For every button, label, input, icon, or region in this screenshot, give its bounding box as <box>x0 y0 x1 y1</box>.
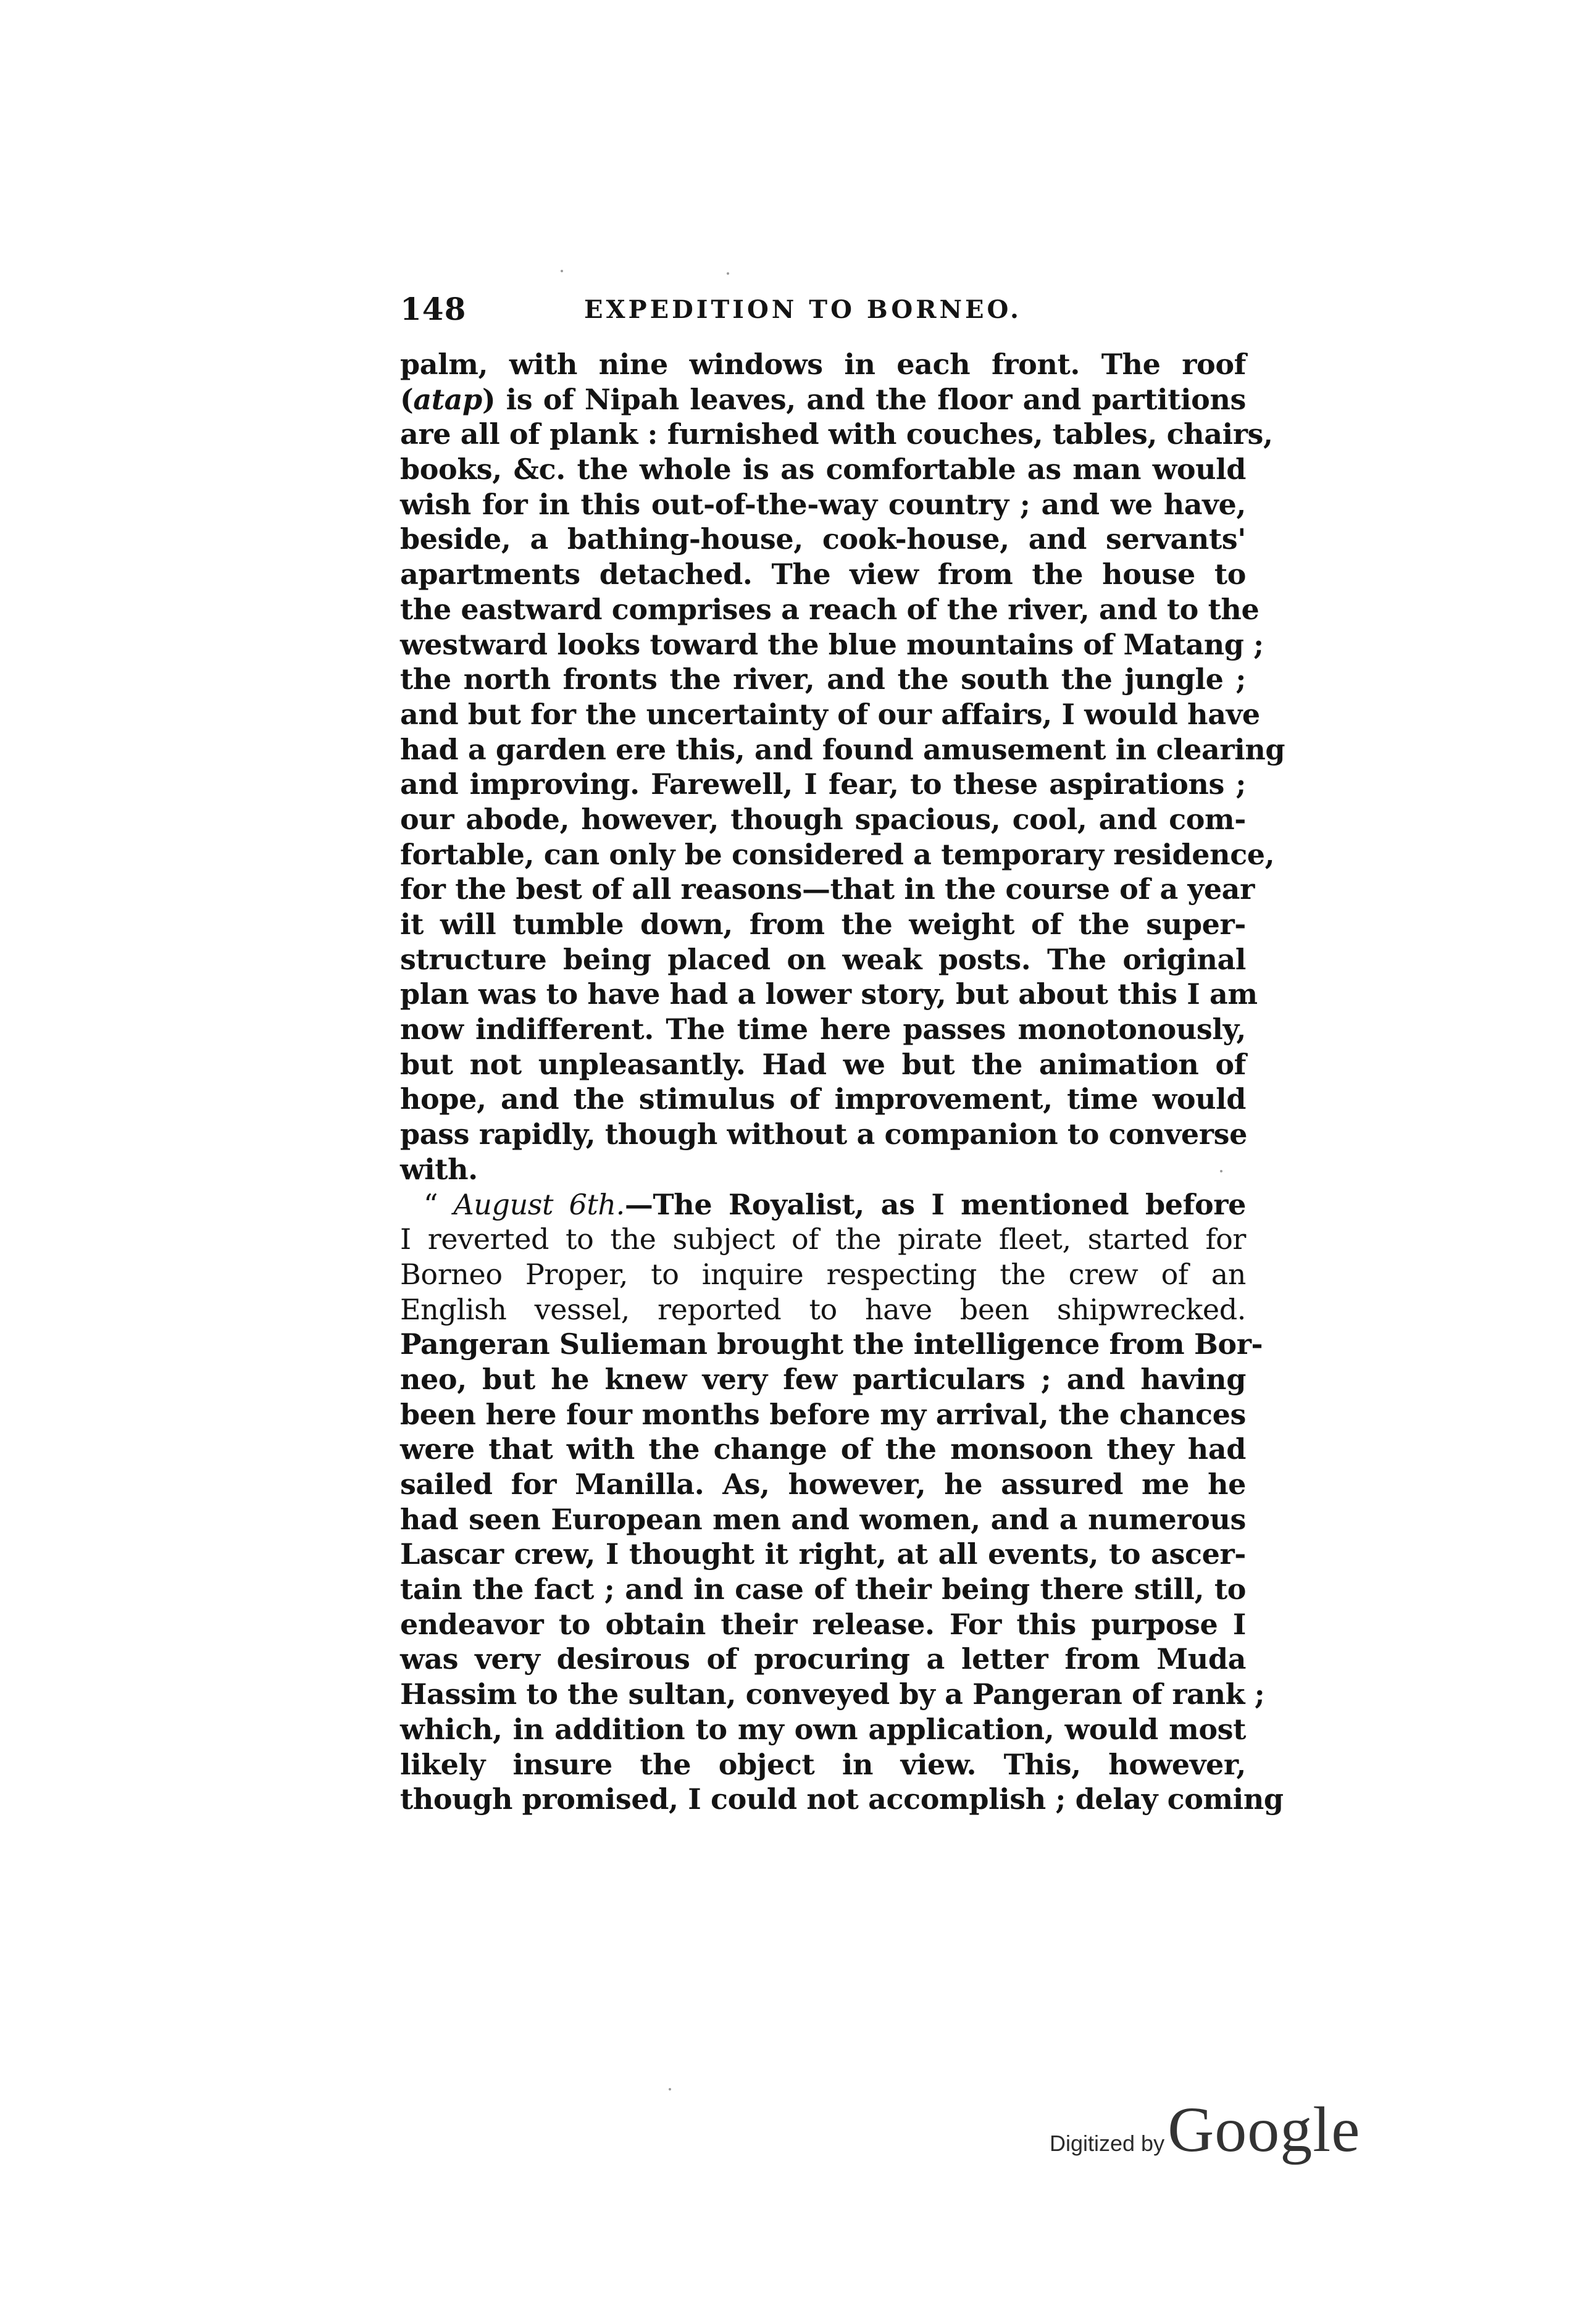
digitization-footer <box>1050 2093 1360 2167</box>
text-line: are all of plank : furnished with couches, tables, chairs, <box>400 417 1273 451</box>
text-line: pass rapidly, though without a companion to converse <box>400 1117 1247 1151</box>
scan-speck <box>669 2088 671 2090</box>
text-line: Hassim to the sultan, conveyed by a Pangeran of rank ; <box>400 1677 1265 1711</box>
digitized-by-label: Digitized by <box>1050 2131 1165 2156</box>
text-line: English vessel, reported to have been shipwrecked. <box>400 1292 1246 1326</box>
text-line: Lascar crew, I thought it right, at all events, to ascer- <box>400 1537 1246 1571</box>
text-line: likely insure the object in view. This, however, <box>400 1747 1246 1781</box>
text-line: structure being placed on weak posts. The original <box>400 942 1246 976</box>
text-line: had a garden ere this, and found amusement in clearing <box>400 732 1285 766</box>
date-month: August <box>453 1187 554 1221</box>
text-line: beside, a bathing-house, cook-house, and servants' <box>400 522 1246 556</box>
scan-speck <box>561 270 563 272</box>
page-header <box>400 288 1240 331</box>
page-number: 148 <box>400 291 467 327</box>
text-line: Borneo Proper, to inquire respecting the crew of an <box>400 1257 1246 1291</box>
text-line: our abode, however, though spacious, cool, and com- <box>400 802 1246 836</box>
text-line: sailed for Manilla. As, however, he assured me he <box>400 1468 1246 1501</box>
date-day: 6th. <box>553 1187 625 1221</box>
text-line: apartments detached. The view from the house to <box>400 558 1246 591</box>
text-line: were that with the change of the monsoon they had <box>400 1432 1246 1466</box>
running-head: EXPEDITION TO BORNEO. <box>584 295 1022 324</box>
text-line: was very desirous of procuring a letter from Muda <box>400 1642 1246 1676</box>
open-quote: “ <box>424 1187 454 1221</box>
text-line: had seen European men and women, and a numerous <box>400 1502 1246 1536</box>
text-line: the eastward comprises a reach of the river, and to the <box>400 592 1260 626</box>
text-line: wish for in this out-of-the-way country ; and we have, <box>400 487 1246 521</box>
text-line: for the best of all reasons—that in the course of a year <box>400 872 1255 906</box>
text-line: plan was to have had a lower story, but about this I am <box>400 977 1258 1011</box>
text-line: Pangeran Sulieman brought the intelligence from Bor- <box>400 1327 1263 1361</box>
text-line: fortable, can only be considered a temporary residence, <box>400 837 1275 871</box>
text-line: neo, but he knew very few particulars ; and having <box>400 1362 1246 1396</box>
text-line: it will tumble down, from the weight of the super- <box>400 908 1246 941</box>
text-line: hope, and the stimulus of improvement, time would <box>400 1082 1246 1116</box>
google-logo: Google <box>1168 2094 1361 2165</box>
italic-term: atap <box>413 382 482 416</box>
text-segment: ( <box>400 382 414 416</box>
text-line: though promised, I could not accomplish ; delay coming <box>400 1782 1284 1816</box>
scan-speck <box>1220 1170 1222 1172</box>
text-line: which, in addition to my own application, would most <box>400 1712 1246 1746</box>
text-line: palm, with nine windows in each front. The roof <box>400 348 1246 381</box>
text-line <box>400 382 1246 417</box>
text-segment: ) is of Nipah leaves, and the floor and partitions <box>482 382 1246 416</box>
text-line: I reverted to the subject of the pirate fleet, started for <box>400 1222 1246 1256</box>
text-line: and but for the uncertainty of our affairs, I would have <box>400 697 1260 731</box>
text-line: and improving. Farewell, I fear, to these aspirations ; <box>400 767 1246 801</box>
text-line: but not unpleasantly. Had we but the animation of <box>400 1047 1246 1081</box>
text-line <box>400 1187 1246 1222</box>
text-line: endeavor to obtain their release. For this purpose I <box>400 1607 1246 1641</box>
text-line: now indifferent. The time here passes monotonously, <box>400 1013 1246 1046</box>
text-line: the north fronts the river, and the south the jungle ; <box>400 662 1246 696</box>
text-line: tain the fact ; and in case of their being there still, to <box>400 1572 1246 1606</box>
scan-speck <box>727 272 729 275</box>
body-text <box>400 347 1285 1817</box>
text-line: been here four months before my arrival, the chances <box>400 1397 1246 1431</box>
text-segment: —The Royalist, as I mentioned before <box>624 1187 1246 1221</box>
text-line: westward looks toward the blue mountains of Matang ; <box>400 627 1264 661</box>
text-line: books, &c. the whole is as comfortable as man would <box>400 453 1246 487</box>
text-line: with. <box>400 1152 478 1186</box>
